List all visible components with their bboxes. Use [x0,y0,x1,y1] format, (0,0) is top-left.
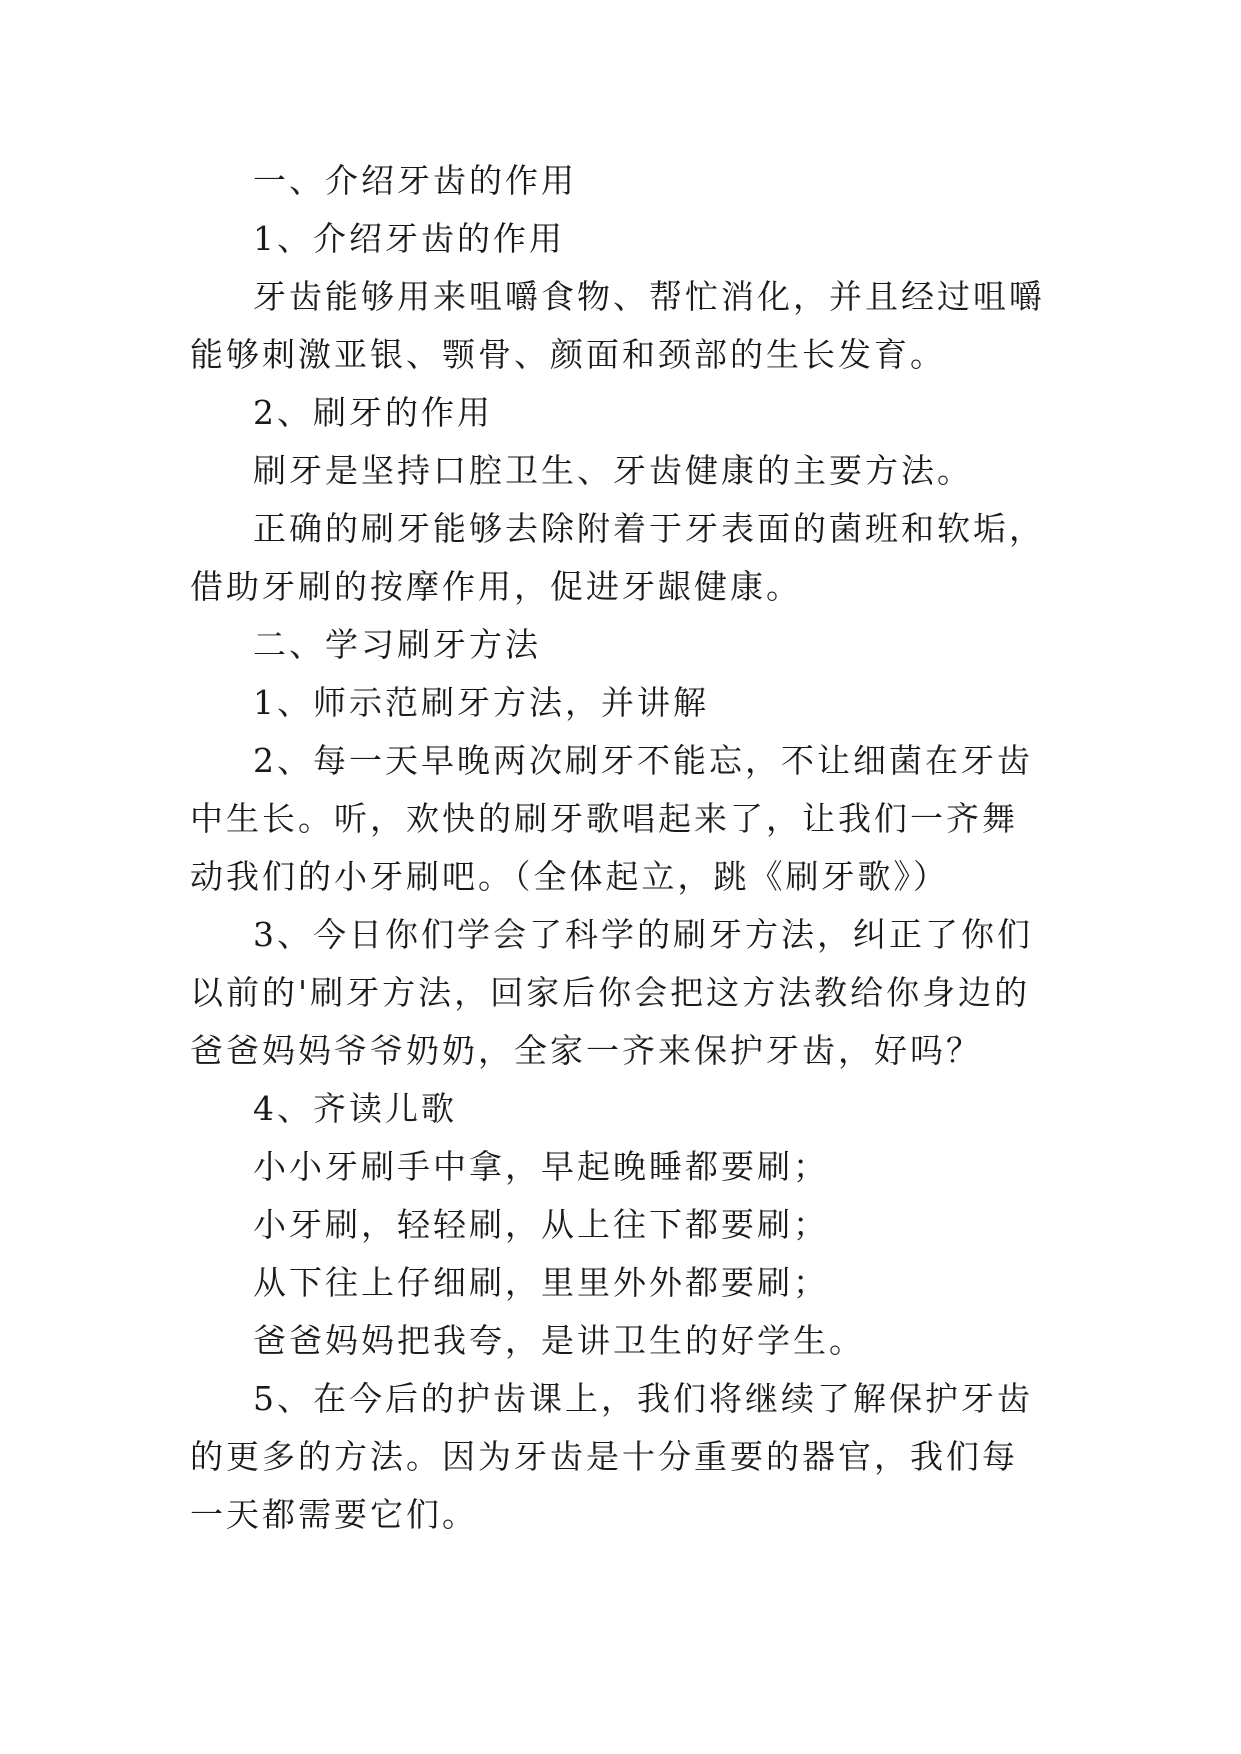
rhyme-line: 小牙刷，轻轻刷，从上往下都要刷； [253,1205,829,1244]
section-heading: 二、学习刷牙方法 [253,625,541,664]
list-item: 4、齐读儿歌 [253,1089,457,1128]
paragraph: 牙齿能够用来咀嚼食物、帮忙消化，并且经过咀嚼能够刺激亚银、颚骨、颜面和颈部的生长发育。 [190,277,1045,374]
section-heading: 一、介绍牙齿的作用 [253,161,577,200]
rhyme-line: 爸爸妈妈把我夸，是讲卫生的好学生。 [253,1321,865,1360]
list-item: 3、今日你们学会了科学的刷牙方法，纠正了你们以前的'刷牙方法，回家后你会把这方法教给你身边的爸爸妈妈爷爷奶奶，全家一齐来保护牙齿，好吗？ [190,915,1033,1070]
paragraph: 正确的刷牙能够去除附着于牙表面的菌班和软垢，借助牙刷的按摩作用，促进牙龈健康。 [190,509,1045,606]
rhyme-line: 小小牙刷手中拿，早起晚睡都要刷； [253,1147,829,1186]
list-item: 5、在今后的护齿课上，我们将继续了解保护牙齿的更多的方法。因为牙齿是十分重要的器官，我们每一天都需要它们。 [190,1379,1033,1534]
rhyme-line: 从下往上仔细刷，里里外外都要刷； [253,1263,829,1302]
list-item: 2、每一天早晚两次刷牙不能忘，不让细菌在牙齿中生长。听，欢快的刷牙歌唱起来了，让我们一齐舞动我们的小牙刷吧。（全体起立，跳《刷牙歌》） [190,741,1033,896]
paragraph: 刷牙是坚持口腔卫生、牙齿健康的主要方法。 [253,451,973,490]
document-body [190,152,1050,1544]
list-item: 1、师示范刷牙方法，并讲解 [253,683,709,722]
subheading: 1、介绍牙齿的作用 [253,219,565,258]
subheading: 2、刷牙的作用 [253,393,493,432]
